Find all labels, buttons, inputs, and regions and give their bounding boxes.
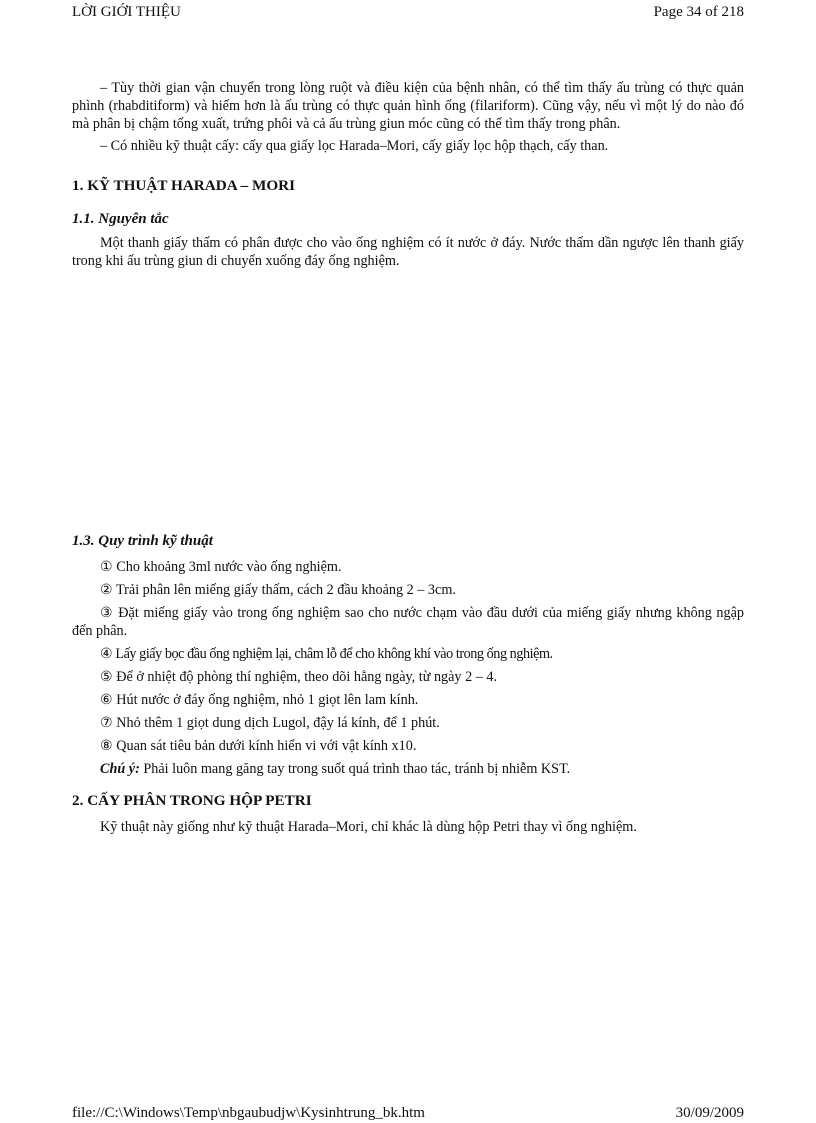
intro-paragraph-1: – Tùy thời gian vận chuyển trong lòng ruột và điều kiện của bệnh nhân, có thể tìm thấy ấu trùng có thực quản phình (rhabditiform) và hiếm hơn là ấu trùng có thực quản hình ống (filariform). Cũng vậy, nếu vì một lý do nào đó mà phân bị chậm tống xuất, trứng phôi và cả ấu trùng giun móc cũng có thể tìm thấy trong phân.: [72, 80, 744, 132]
file-path: file://C:\Windows\Temp\nbgaubudjw\Kysinhtrung_bk.htm: [72, 1105, 425, 1121]
procedure-step-8: ⑧ Quan sát tiêu bản dưới kính hiển vi với vật kính x10.: [100, 738, 417, 754]
section-2-heading: 2. CẤY PHÂN TRONG HỘP PETRI: [72, 792, 312, 809]
section-2-text: Kỹ thuật này giống như kỹ thuật Harada–Mori, chỉ khác là dùng hộp Petri thay vì ống nghiệm.: [100, 819, 637, 835]
print-date: 30/09/2009: [675, 1105, 744, 1121]
intro-paragraph-2: – Có nhiều kỹ thuật cấy: cấy qua giấy lọc Harada–Mori, cấy giấy lọc hộp thạch, cấy than.: [100, 138, 609, 154]
section-1-1-heading: 1.1. Nguyên tắc: [72, 211, 169, 227]
caution-label: Chú ý:: [100, 761, 140, 777]
procedure-steps: [72, 558, 744, 778]
header-title: LỜI GIỚI THIỆU: [72, 4, 181, 20]
procedure-step-3: ③ Đặt miếng giấy vào trong ống nghiệm sao cho nước chạm vào đầu dưới của miếng giấy nhưng không ngập đến phân.: [72, 605, 744, 639]
section-1-1-text: Một thanh giấy thấm có phân được cho vào ống nghiệm có ít nước ở đáy. Nước thấm dần ngược lên thanh giấy trong khi ấu trùng giun di chuyển xuống đáy ống nghiệm.: [72, 235, 744, 269]
procedure-step-6: ⑥ Hút nước ở đáy ống nghiệm, nhỏ 1 giọt lên lam kính.: [100, 692, 419, 708]
procedure-step-1: ① Cho khoảng 3ml nước vào ống nghiệm.: [100, 559, 342, 575]
procedure-step-4: ④ Lấy giấy bọc đầu ống nghiệm lại, châm lỗ để cho không khí vào trong ống nghiệm.: [100, 646, 553, 662]
caution-note: [72, 760, 744, 778]
figure-placeholder: [72, 270, 744, 532]
section-1-3-heading: 1.3. Quy trình kỹ thuật: [72, 533, 213, 549]
section-1-heading: 1. KỸ THUẬT HARADA – MORI: [72, 177, 296, 194]
procedure-step-7: ⑦ Nhỏ thêm 1 giọt dung dịch Lugol, đậy lá kính, để 1 phút.: [100, 715, 440, 731]
caution-text: Phải luôn mang găng tay trong suốt quá trình thao tác, tránh bị nhiễm KST.: [139, 761, 571, 777]
procedure-step-2: ② Trải phân lên miếng giấy thấm, cách 2 đầu khoảng 2 – 3cm.: [100, 582, 456, 598]
procedure-step-5: ⑤ Để ở nhiệt độ phòng thí nghiệm, theo dõi hằng ngày, từ ngày 2 – 4.: [100, 669, 497, 685]
page-number: Page 34 of 218: [653, 4, 744, 20]
document-body: [72, 79, 744, 836]
